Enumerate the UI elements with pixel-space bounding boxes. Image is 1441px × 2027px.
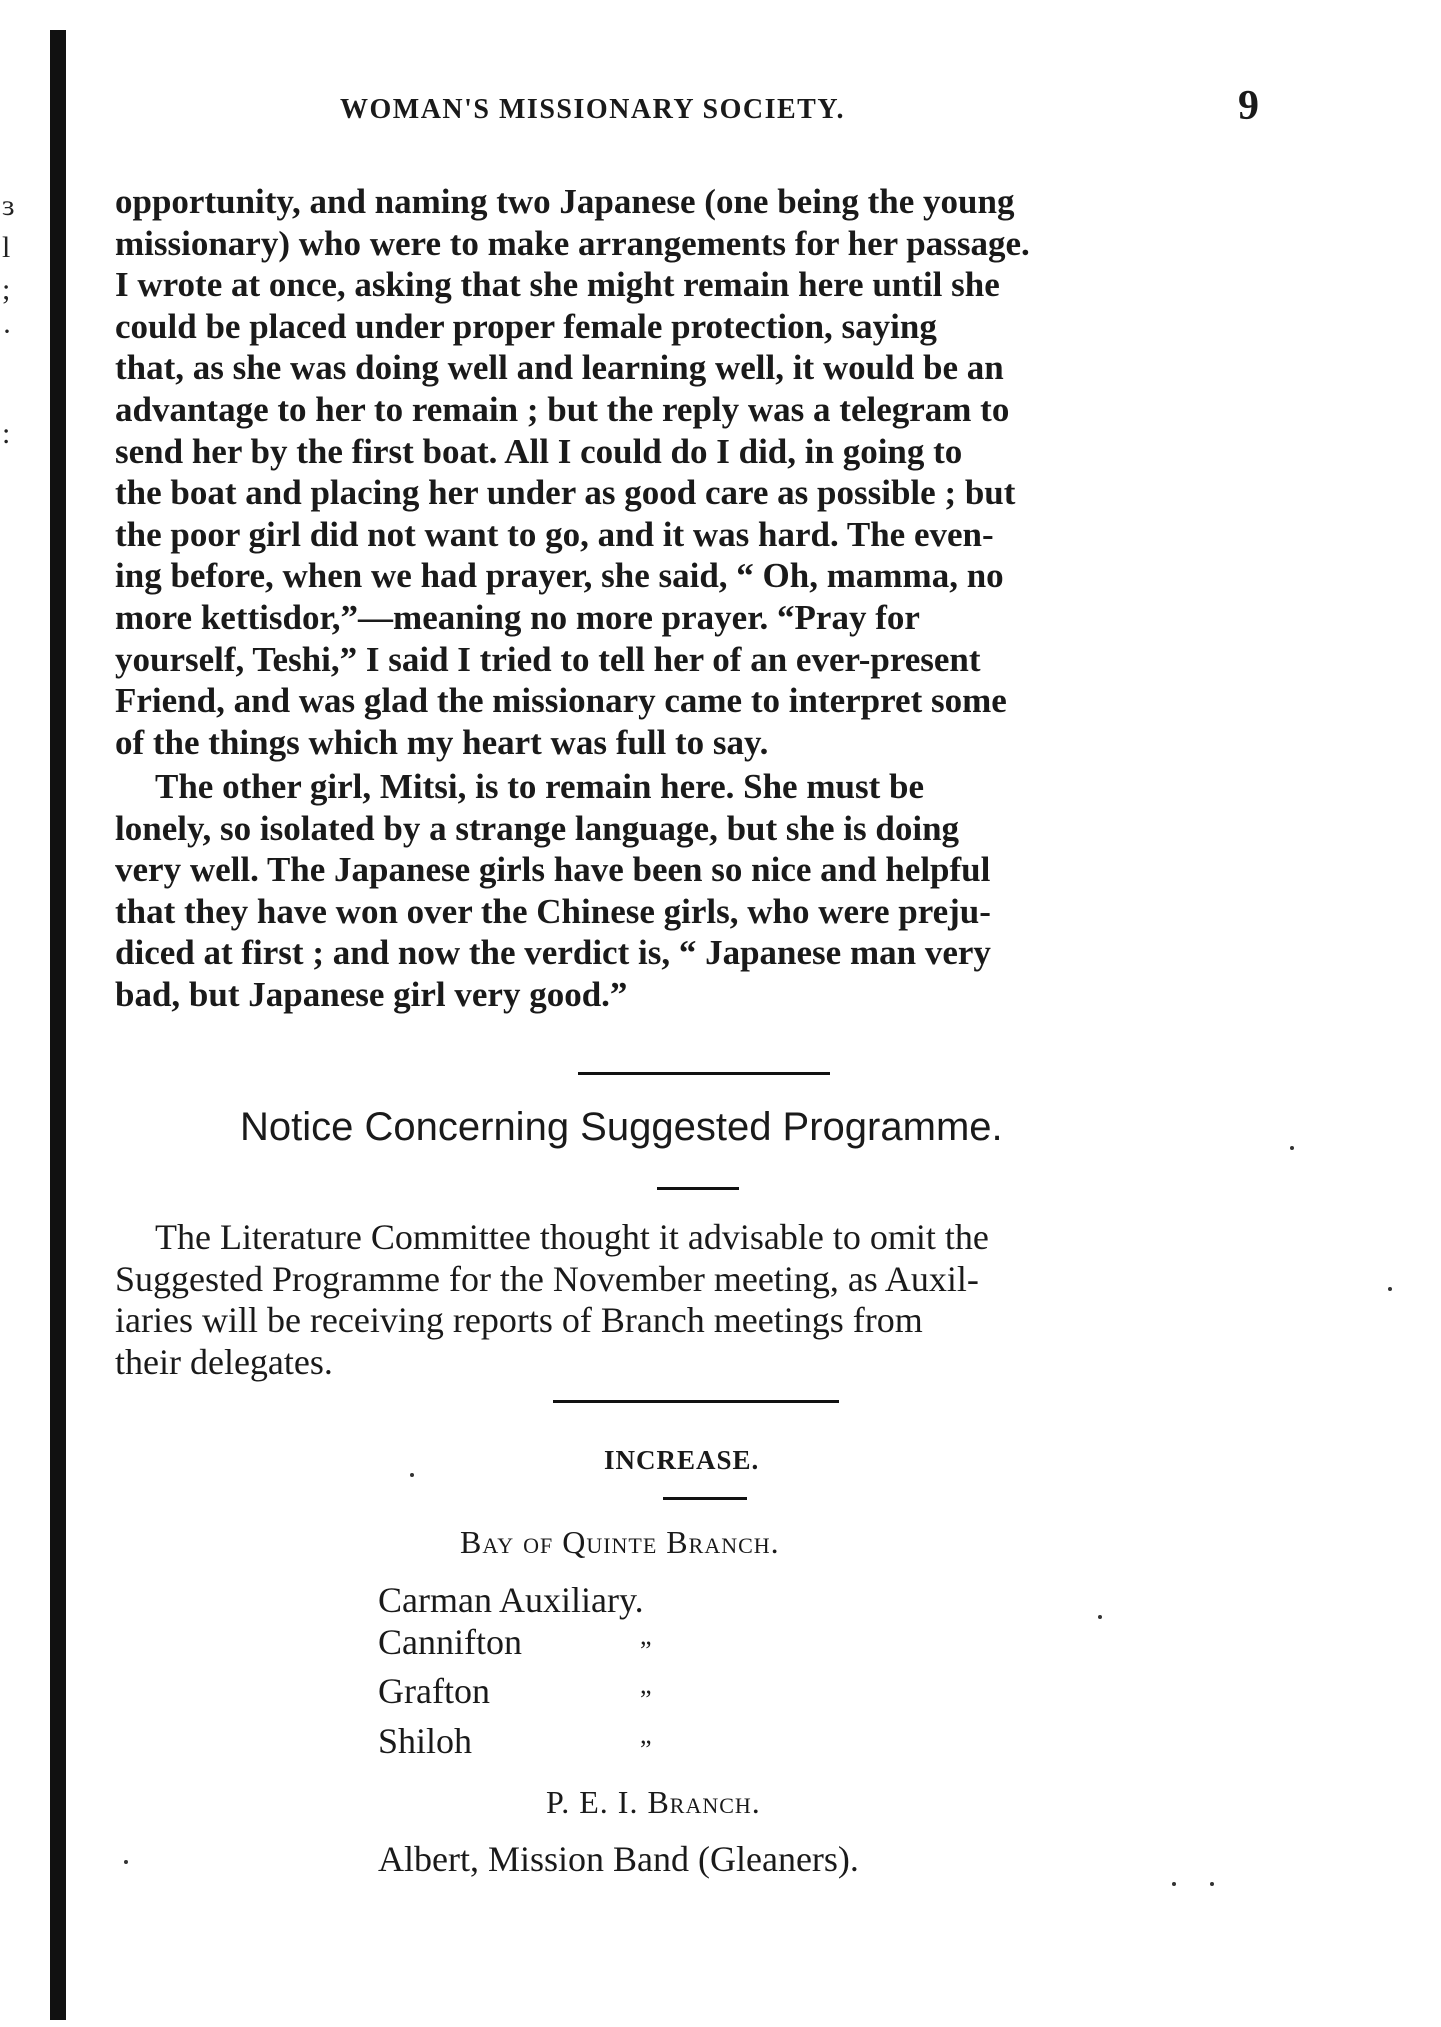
ditto-mark: ” (640, 1734, 652, 1764)
page-number: 9 (1238, 83, 1259, 129)
increase-heading: INCREASE. (604, 1445, 760, 1475)
notice-paragraph (115, 1217, 1285, 1383)
list-item (378, 1721, 652, 1771)
running-header: WOMAN'S MISSIONARY SOCIETY. (340, 94, 845, 125)
text-line: the poor girl did not want to go, and it was hard. The even- (115, 514, 994, 554)
text-line: send her by the first boat. All I could do I did, in going to (115, 431, 963, 471)
branch-heading: P. E. I. Branch. (546, 1784, 761, 1820)
auxiliary-list (378, 1580, 652, 1770)
list-item (378, 1622, 652, 1672)
margin-marks (2, 185, 22, 455)
auxiliary-name: Grafton (378, 1671, 490, 1712)
text-line: that they have won over the Chinese girls, who were preju- (115, 891, 991, 931)
margin-mark: · (2, 315, 12, 348)
ink-speck (1098, 1615, 1102, 1619)
ditto-mark: ” (640, 1635, 652, 1665)
auxiliary-name: Cannifton (378, 1621, 522, 1662)
text-line: diced at first ; and now the verdict is, “ Japanese man very (115, 933, 991, 973)
text-line: very well. The Japanese girls have been so nice and helpful (115, 850, 991, 890)
ink-speck (1172, 1882, 1176, 1886)
auxiliary-name: Carman Auxiliary. (378, 1580, 644, 1620)
letter-paragraph-1 (115, 181, 1275, 763)
short-divider (657, 1187, 739, 1190)
short-divider (663, 1497, 747, 1500)
text-line: bad, but Japanese girl very good.” (115, 974, 628, 1014)
list-item: Albert, Mission Band (Gleaners). (378, 1839, 859, 1879)
text-line: of the things which my heart was full to say. (115, 722, 769, 762)
ink-speck (1210, 1882, 1214, 1886)
text-line: The Literature Committee thought it advisable to omit the (155, 1217, 989, 1257)
letter-paragraph-2 (115, 766, 1275, 1016)
text-line: iaries will be receiving reports of Branch meetings from (115, 1300, 923, 1341)
margin-mark: l (2, 231, 11, 264)
text-line: lonely, so isolated by a strange language, but she is doing (115, 808, 960, 848)
ink-speck (1290, 1146, 1294, 1150)
text-line: I wrote at once, asking that she might remain here until she (115, 265, 1000, 305)
list-item (378, 1580, 652, 1622)
section-divider (578, 1072, 830, 1075)
notice-heading: Notice Concerning Suggested Programme. (240, 1105, 1003, 1149)
text-line: Suggested Programme for the November meeting, as Auxil- (115, 1258, 979, 1299)
ink-speck (124, 1860, 128, 1864)
text-line: their delegates. (115, 1341, 333, 1382)
margin-mark: ; (2, 273, 11, 306)
text-line: opportunity, and naming two Japanese (one being the young (115, 182, 1015, 221)
text-line: ing before, when we had prayer, she said, “ Oh, mamma, no (115, 556, 1004, 596)
text-line: advantage to her to remain ; but the reply was a telegram to (115, 389, 1010, 429)
branch-heading: Bay of Quinte Branch. (460, 1524, 780, 1560)
text-line: could be placed under proper female protection, saying (115, 306, 937, 346)
text-line: more kettisdor,”—meaning no more prayer. “Pray for (115, 597, 920, 637)
text-line: The other girl, Mitsi, is to remain here. She must be (155, 767, 924, 806)
ink-speck (410, 1473, 414, 1477)
text-line: the boat and placing her under as good care as possible ; but (115, 473, 1016, 513)
book-spine-shadow (50, 30, 66, 2020)
text-line: yourself, Teshi,” I said I tried to tell her of an ever-present (115, 639, 981, 679)
ink-speck (1388, 1287, 1392, 1291)
text-line: missionary) who were to make arrangements for her passage. (115, 223, 1030, 263)
text-line: Friend, and was glad the missionary came to interpret some (115, 681, 1007, 721)
section-divider (553, 1400, 839, 1403)
text-line: that, as she was doing well and learning well, it would be an (115, 348, 1004, 388)
ditto-mark: ” (640, 1685, 652, 1715)
margin-mark: ɜ (2, 189, 15, 222)
margin-mark: : (2, 417, 11, 450)
auxiliary-name: Shiloh (378, 1720, 473, 1761)
list-item (378, 1671, 652, 1721)
